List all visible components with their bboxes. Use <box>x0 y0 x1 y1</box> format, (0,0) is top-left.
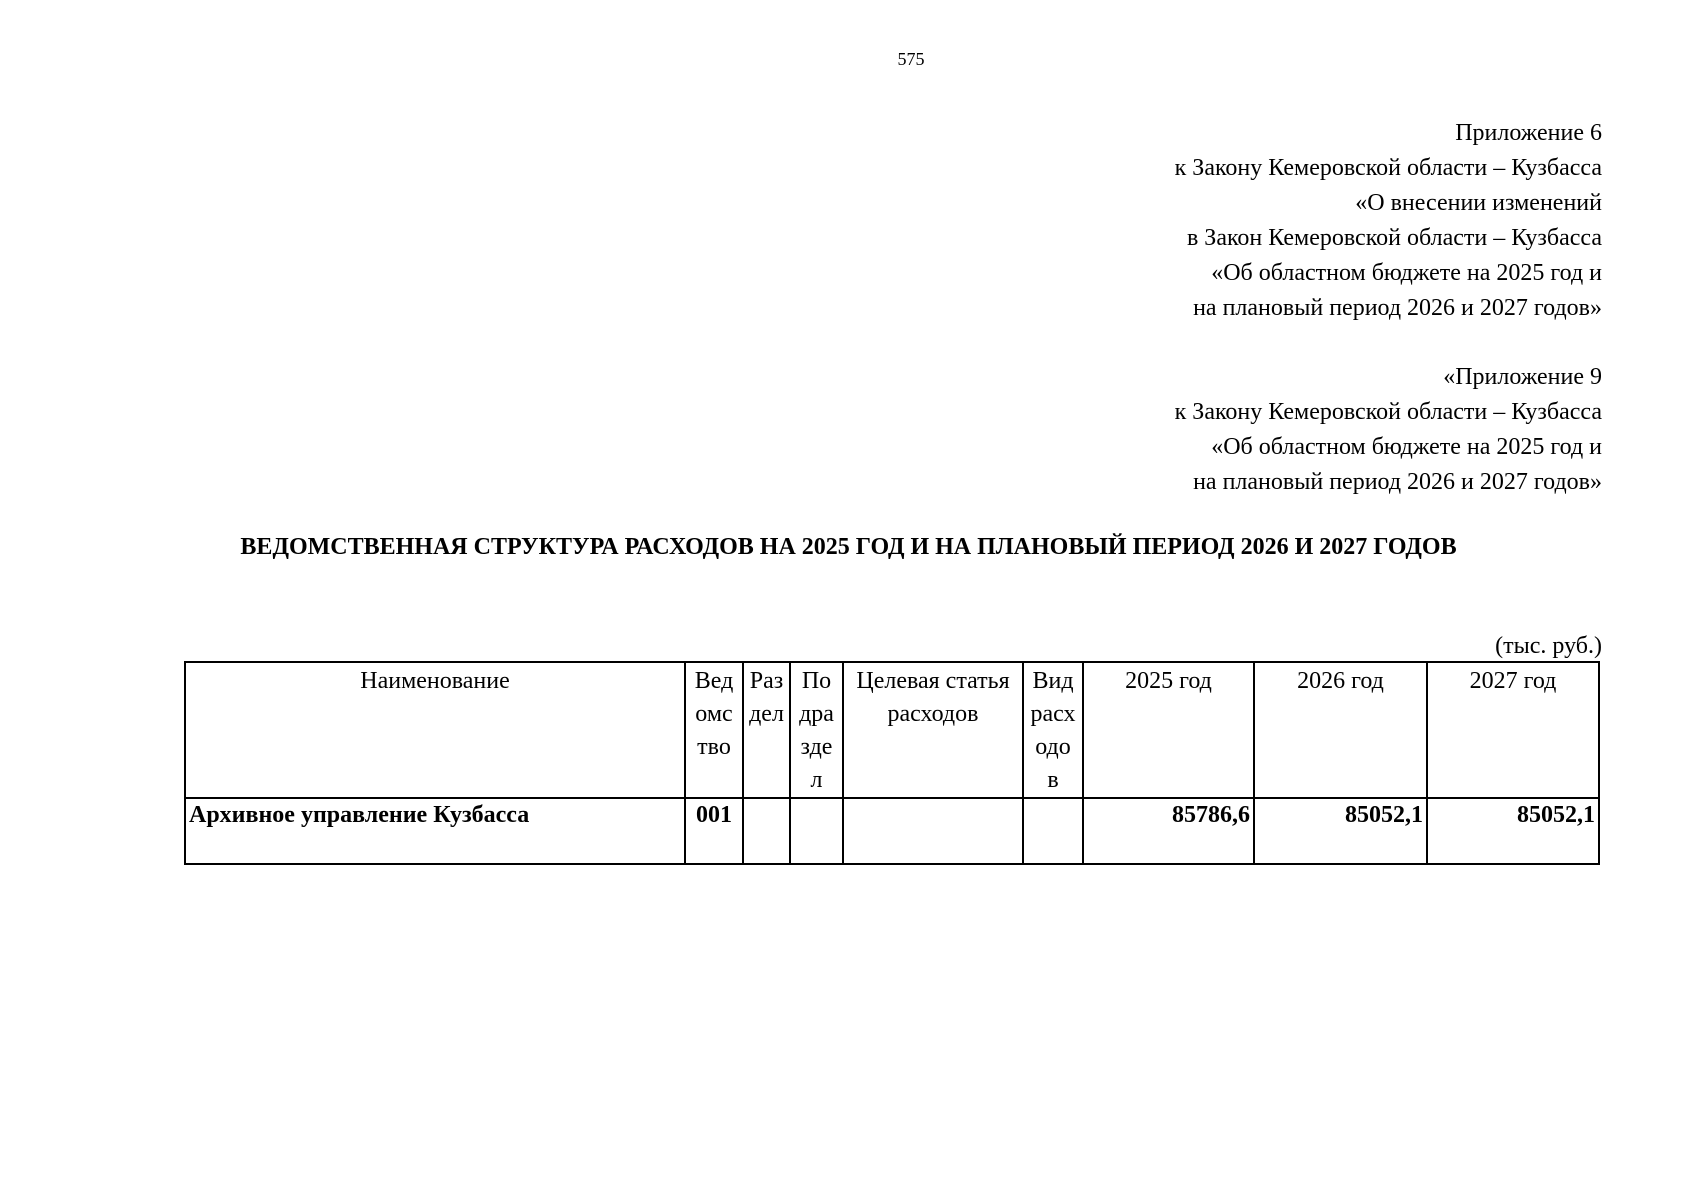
table-row <box>185 798 1599 864</box>
row-expense-type <box>1023 798 1083 864</box>
appendix-9-line: «Приложение 9 <box>1443 364 1602 390</box>
appendix-6-line: Приложение 6 <box>1455 120 1602 146</box>
header-expense-type-line: расх <box>1030 701 1076 727</box>
appendix-6-line: к Закону Кемеровской области – Кузбасса <box>1174 155 1602 181</box>
row-name: Архивное управление Кузбасса <box>185 798 685 864</box>
appendix-9-header <box>902 360 1602 500</box>
header-vedomstvo <box>685 662 743 798</box>
header-year-2027: 2027 год <box>1427 662 1599 798</box>
appendix-6-line: на плановый период 2026 и 2027 годов» <box>1193 295 1602 321</box>
header-expense-type-line: Вид <box>1032 668 1074 694</box>
units-label: (тыс. руб.) <box>1495 633 1602 659</box>
row-vedomstvo: 001 <box>685 798 743 864</box>
header-expense-type-line: одо <box>1035 734 1071 760</box>
appendix-9-line: на плановый период 2026 и 2027 годов» <box>1193 469 1602 495</box>
header-podrazdel-line: л <box>810 767 823 793</box>
header-name: Наименование <box>185 662 685 798</box>
header-podrazdel-line: зде <box>800 734 833 760</box>
budget-table <box>184 661 1600 865</box>
header-vedomstvo-line: омс <box>695 701 733 727</box>
appendix-6-header <box>902 116 1602 326</box>
header-target-article <box>843 662 1023 798</box>
page-number: 575 <box>897 49 925 69</box>
appendix-9-line: к Закону Кемеровской области – Кузбасса <box>1174 399 1602 425</box>
table-header-row <box>185 662 1599 798</box>
appendix-9-line: «Об областном бюджете на 2025 год и <box>1211 434 1602 460</box>
header-razdel-line: Раз <box>749 668 784 694</box>
header-vedomstvo-line: Вед <box>694 668 734 694</box>
row-amount-2025: 85786,6 <box>1083 798 1254 864</box>
header-podrazdel-line: По <box>801 668 832 694</box>
row-amount-2026: 85052,1 <box>1254 798 1427 864</box>
row-razdel <box>743 798 790 864</box>
header-target-line: расходов <box>887 701 979 727</box>
header-podrazdel <box>790 662 843 798</box>
row-target-article <box>843 798 1023 864</box>
appendix-6-line: в Закон Кемеровской области – Кузбасса <box>1186 225 1602 251</box>
header-vedomstvo-line: тво <box>697 734 731 760</box>
header-target-line: Целевая статья <box>856 668 1010 694</box>
appendix-6-line: «Об областном бюджете на 2025 год и <box>1211 260 1602 286</box>
header-expense-type-line: в <box>1047 767 1059 793</box>
header-razdel-line: дел <box>749 701 784 727</box>
header-year-2025: 2025 год <box>1083 662 1254 798</box>
header-podrazdel-line: дра <box>799 701 834 727</box>
header-razdel <box>743 662 790 798</box>
document-title: ВЕДОМСТВЕННАЯ СТРУКТУРА РАСХОДОВ НА 2025 ГОД И НА ПЛАНОВЫЙ ПЕРИОД 2026 И 2027 ГОДОВ <box>240 534 1457 560</box>
header-year-2026: 2026 год <box>1254 662 1427 798</box>
header-expense-type <box>1023 662 1083 798</box>
appendix-6-line: «О внесении изменений <box>1355 190 1602 216</box>
row-podrazdel <box>790 798 843 864</box>
row-amount-2027: 85052,1 <box>1427 798 1599 864</box>
